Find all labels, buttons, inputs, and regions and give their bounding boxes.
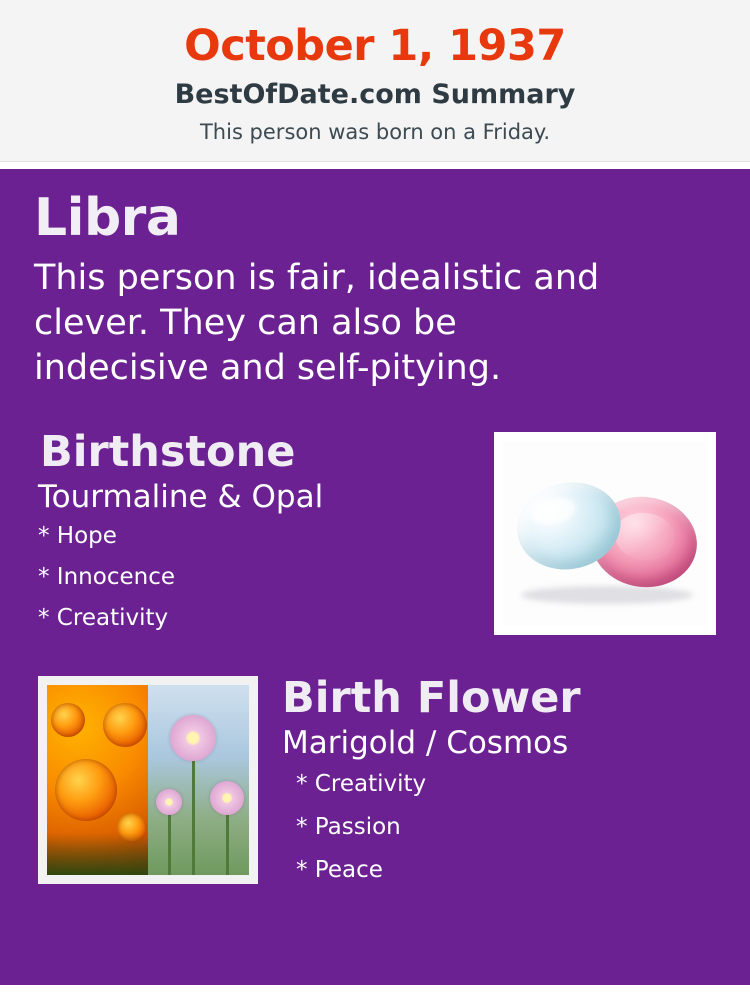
birthstone-text bbox=[34, 427, 474, 632]
birthstone-image bbox=[503, 441, 707, 626]
birthstone-section bbox=[34, 427, 716, 640]
birth-weekday-note: This person was born on a Friday. bbox=[199, 120, 551, 145]
birthstone-traits bbox=[34, 525, 474, 630]
gem-shadow bbox=[521, 586, 693, 604]
site-summary-label: BestOfDate.com Summary bbox=[174, 79, 576, 111]
birthstone-image-frame bbox=[494, 432, 716, 635]
cosmos-photo bbox=[148, 685, 249, 875]
list-item: * Peace bbox=[296, 857, 383, 884]
zodiac-description: This person is fair, idealistic and clever. They can also be indecisive and self-pitying. bbox=[34, 257, 600, 388]
birth-flower-title: Birth Flower bbox=[282, 673, 581, 724]
list-item: * Passion bbox=[296, 814, 401, 841]
page-title: October 1, 1937 bbox=[184, 21, 566, 71]
stem bbox=[168, 813, 171, 875]
birth-flower-names: Marigold / Cosmos bbox=[282, 724, 569, 761]
stem bbox=[192, 757, 195, 875]
marigold-bloom-icon bbox=[51, 703, 85, 737]
header bbox=[0, 0, 750, 161]
stem bbox=[226, 813, 229, 875]
list-item: * Hope bbox=[38, 523, 117, 550]
list-item: * Creativity bbox=[296, 771, 427, 798]
marigold-photo bbox=[47, 685, 148, 875]
cosmos-bloom-icon bbox=[156, 789, 182, 815]
birth-flower-traits bbox=[282, 773, 716, 882]
birth-flower-image-frame bbox=[38, 676, 258, 884]
birthstone-names: Tourmaline & Opal bbox=[38, 478, 324, 515]
content-panel bbox=[0, 169, 750, 985]
birth-flower-image bbox=[47, 685, 249, 875]
marigold-bloom-icon bbox=[55, 759, 117, 821]
zodiac-sign-name: Libra bbox=[34, 188, 181, 249]
cosmos-bloom-icon bbox=[170, 715, 216, 761]
birthstone-title: Birthstone bbox=[40, 427, 296, 478]
cosmos-bloom-icon bbox=[210, 781, 244, 815]
header-divider bbox=[0, 161, 750, 169]
list-item: * Innocence bbox=[38, 564, 175, 591]
marigold-bloom-icon bbox=[103, 703, 147, 747]
foliage bbox=[47, 833, 148, 875]
birth-flower-section bbox=[34, 673, 716, 906]
list-item: * Creativity bbox=[38, 605, 169, 632]
zodiac-section bbox=[34, 188, 716, 390]
birth-flower-text bbox=[282, 673, 716, 884]
